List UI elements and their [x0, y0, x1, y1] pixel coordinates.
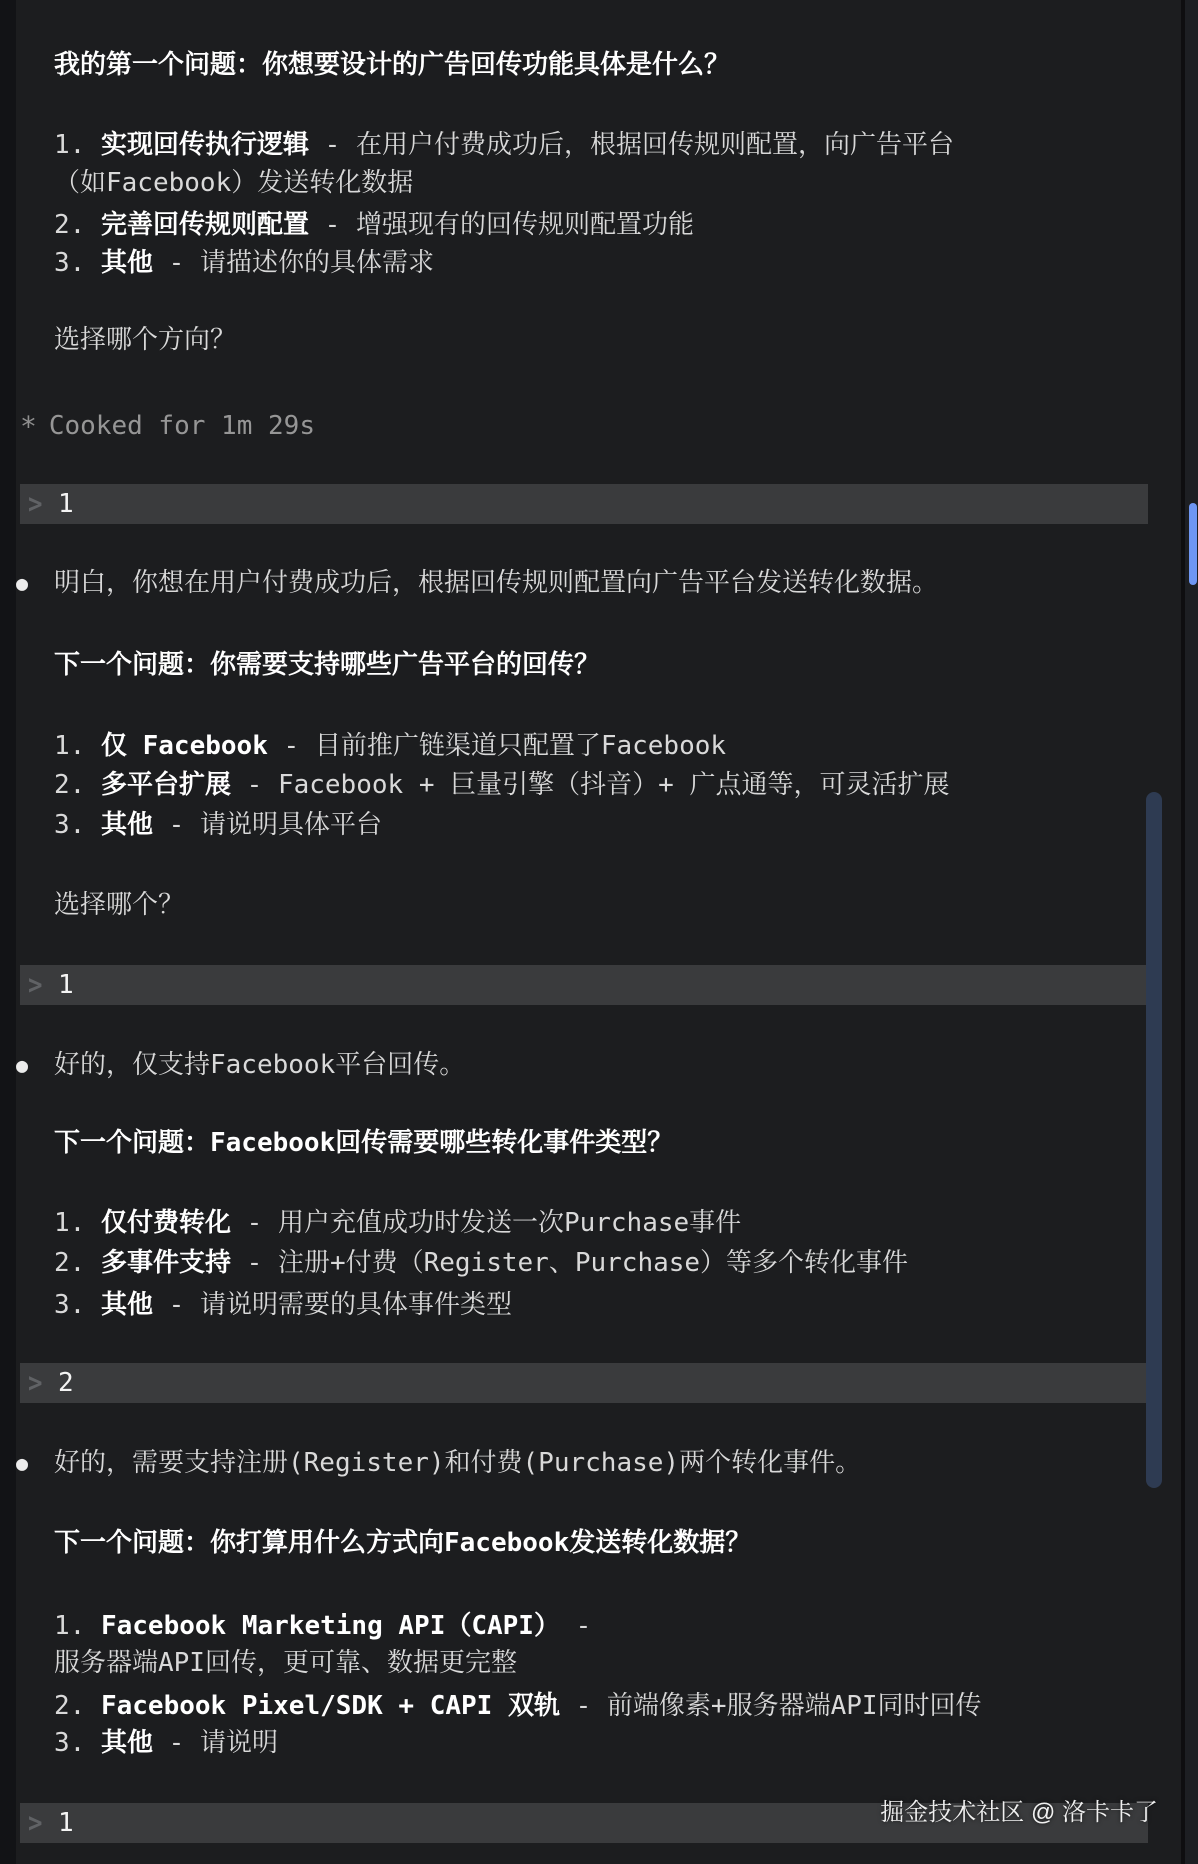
watermark: 掘金技术社区 @ 洛卡卡了: [880, 1799, 1158, 1826]
question-footer: 选择哪个？: [54, 890, 185, 920]
bullet-icon: ●: [16, 1053, 29, 1077]
list-item-term: 仅付费转化: [100, 1208, 231, 1238]
prompt-chevron-icon: >: [28, 1366, 43, 1400]
list-item-number: 2.: [54, 210, 101, 240]
list-item-number: 1.: [54, 1208, 101, 1238]
spinner-icon: *: [20, 410, 37, 443]
assistant-ack-line: [16, 567, 938, 599]
assistant-ack-line: [16, 1049, 465, 1081]
list-item-number: 1.: [54, 1611, 101, 1641]
list-item-number: 3.: [54, 810, 101, 840]
list-item-number: 1.: [54, 130, 101, 160]
assistant-question-heading: 下一个问题：你需要支持哪些广告平台的回传？: [54, 650, 601, 680]
user-input-bar[interactable]: [20, 484, 1148, 524]
question-footer: 选择哪个方向？: [54, 325, 237, 355]
list-item-number: 2.: [54, 1691, 101, 1721]
list-item-wrap: 服务器端API回传，更可靠、数据更完整: [54, 1648, 517, 1678]
list-item-desc: - 用户充值成功时发送一次Purchase事件: [230, 1208, 742, 1238]
list-item-term: 实现回传执行逻辑: [100, 130, 309, 160]
prompt-chevron-icon: >: [28, 1806, 43, 1840]
list-item-desc: - 目前推广链渠道只配置了Facebook: [267, 731, 727, 761]
user-input-bar[interactable]: [20, 1363, 1148, 1403]
list-item-desc: - 请说明需要的具体事件类型: [152, 1290, 512, 1320]
prompt-chevron-icon: >: [28, 968, 43, 1002]
list-item-term: 仅 Facebook: [100, 731, 268, 761]
status-text: Cooked for 1m 29s: [48, 411, 315, 441]
list-item-number: 3.: [54, 248, 101, 278]
input-value: 1: [58, 970, 74, 1000]
list-item-desc: - 请描述你的具体需求: [152, 248, 434, 278]
list-item-number: 1.: [54, 731, 101, 761]
list-item-term: 其他: [100, 1290, 153, 1320]
list-item-term: 多事件支持: [100, 1248, 231, 1278]
list-item-desc: - 增强现有的回传规则配置功能: [308, 210, 694, 240]
scrollbar-gutter: [1185, 0, 1198, 1864]
assistant-question-heading: 下一个问题：Facebook回传需要哪些转化事件类型？: [54, 1128, 674, 1158]
ack-text: 好的，需要支持注册(Register)和付费(Purchase)两个转化事件。: [54, 1448, 862, 1478]
input-value: 1: [58, 1808, 74, 1838]
prompt-chevron-icon: >: [28, 487, 43, 521]
list-item-desc: - Facebook + 巨量引擎（抖音）+ 广点通等，可灵活扩展: [230, 770, 950, 800]
list-item-number: 3.: [54, 1290, 101, 1320]
list-item-number: 3.: [54, 1728, 101, 1758]
list-item-wrap: （如Facebook）发送转化数据: [54, 168, 414, 198]
list-item: [54, 129, 954, 161]
list-item-term: 多平台扩展: [100, 770, 231, 800]
list-item-term: Facebook Pixel/SDK + CAPI 双轨: [100, 1691, 560, 1721]
ack-text: 明白，你想在用户付费成功后，根据回传规则配置向广告平台发送转化数据。: [54, 568, 939, 598]
scrollbar-thumb-inner[interactable]: [1146, 792, 1162, 1488]
list-item: [54, 1610, 591, 1642]
list-item: [54, 809, 382, 841]
window-left-edge: [0, 0, 16, 1864]
status-line: [20, 409, 315, 441]
list-item: [54, 769, 949, 801]
bullet-icon: ●: [16, 571, 29, 595]
list-item: [54, 1289, 512, 1321]
assistant-ack-line: [16, 1447, 861, 1479]
bullet-icon: ●: [16, 1451, 29, 1475]
ack-text: 好的，仅支持Facebook平台回传。: [54, 1050, 466, 1080]
scrollbar-thumb-outer[interactable]: [1189, 503, 1197, 585]
input-value: 2: [58, 1368, 74, 1398]
list-item-number: 2.: [54, 1248, 101, 1278]
assistant-question-heading: 我的第一个问题：你想要设计的广告回传功能具体是什么？: [54, 50, 731, 80]
list-item-desc: -: [559, 1611, 592, 1641]
user-input-bar[interactable]: [20, 965, 1148, 1005]
list-item-desc: - 请说明: [152, 1728, 278, 1758]
list-item-desc: - 在用户付费成功后，根据回传规则配置，向广告平台: [308, 130, 954, 160]
list-item: [54, 247, 434, 279]
list-item-term: 完善回传规则配置: [100, 210, 309, 240]
input-value: 1: [58, 489, 74, 519]
list-item: [54, 730, 726, 762]
list-item: [54, 1247, 908, 1279]
list-item-term: 其他: [100, 1728, 153, 1758]
list-item-term: 其他: [100, 810, 153, 840]
list-item-desc: - 注册+付费（Register、Purchase）等多个转化事件: [230, 1248, 909, 1278]
list-item-term: 其他: [100, 248, 153, 278]
assistant-question-heading: 下一个问题：你打算用什么方式向Facebook发送转化数据？: [54, 1528, 752, 1558]
list-item-desc: - 请说明具体平台: [152, 810, 382, 840]
list-item-number: 2.: [54, 770, 101, 800]
list-item: [54, 1690, 982, 1722]
list-item-term: Facebook Marketing API（CAPI）: [100, 1611, 560, 1641]
list-item: [54, 209, 694, 241]
list-item: [54, 1207, 741, 1239]
list-item-desc: - 前端像素+服务器端API同时回传: [559, 1691, 982, 1721]
list-item: [54, 1727, 278, 1759]
